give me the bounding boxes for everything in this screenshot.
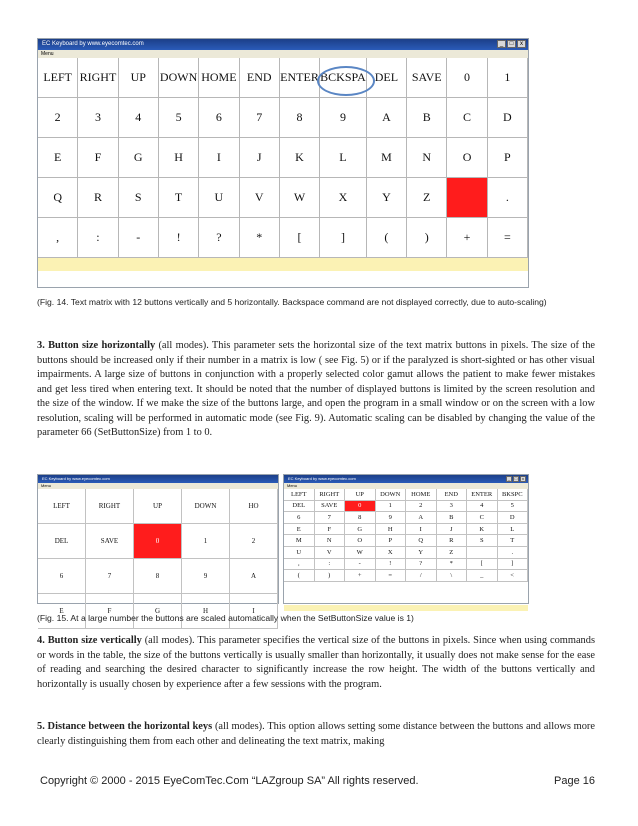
matrix-button[interactable]: END — [240, 58, 280, 98]
matrix-button[interactable]: 2 — [38, 98, 78, 138]
matrix-button[interactable]: A — [406, 512, 437, 524]
fig15a-titlebar — [38, 475, 278, 483]
matrix-button[interactable]: B — [437, 512, 468, 524]
matrix-button[interactable]: 8 — [345, 512, 376, 524]
matrix-button[interactable]: H — [376, 524, 407, 536]
fig14-menubar — [38, 50, 528, 58]
fig14-keyboard-screenshot — [37, 38, 529, 288]
matrix-button[interactable]: F — [86, 594, 134, 629]
matrix-button[interactable]: 5 — [498, 501, 529, 513]
matrix-button[interactable]: I — [199, 138, 239, 178]
maximize-icon: □ — [507, 40, 516, 48]
matrix-button[interactable]: ENTER — [280, 58, 320, 98]
matrix-button[interactable]: Y — [367, 178, 407, 218]
matrix-button[interactable]: 7 — [315, 512, 346, 524]
matrix-button[interactable]: . — [498, 547, 529, 559]
maximize-icon: □ — [514, 476, 518, 481]
matrix-button[interactable]: V — [315, 547, 346, 559]
matrix-button[interactable]: 9 — [376, 512, 407, 524]
matrix-button[interactable]: = — [488, 218, 528, 258]
matrix-button[interactable]: + — [447, 218, 487, 258]
matrix-button[interactable]: I — [406, 524, 437, 536]
matrix-button[interactable]: H — [159, 138, 199, 178]
matrix-button[interactable]: ( — [284, 570, 315, 582]
matrix-button[interactable]: ? — [199, 218, 239, 258]
matrix-button[interactable]: DEL — [367, 58, 407, 98]
matrix-button[interactable]: 4 — [119, 98, 159, 138]
matrix-button[interactable]: C — [447, 98, 487, 138]
matrix-button[interactable]: LEFT — [284, 489, 315, 501]
matrix-button[interactable]: / — [406, 570, 437, 582]
matrix-button[interactable]: L — [320, 138, 367, 178]
matrix-button[interactable]: SAVE — [86, 524, 134, 559]
matrix-button[interactable]: = — [376, 570, 407, 582]
matrix-button[interactable]: P — [488, 138, 528, 178]
matrix-button[interactable]: SAVE — [407, 58, 447, 98]
matrix-button[interactable]: N — [315, 535, 346, 547]
matrix-button[interactable]: 7 — [86, 559, 134, 594]
matrix-button[interactable]: M — [284, 535, 315, 547]
matrix-button[interactable]: T — [159, 178, 199, 218]
matrix-button[interactable]: N — [407, 138, 447, 178]
matrix-button[interactable]: * — [437, 559, 468, 571]
matrix-button[interactable]: [ — [280, 218, 320, 258]
matrix-button[interactable]: : — [78, 218, 118, 258]
matrix-button[interactable]: 2 — [406, 501, 437, 513]
fig15b-titlebar — [284, 475, 528, 483]
matrix-button[interactable]: UP — [134, 489, 182, 524]
matrix-button[interactable]: D — [498, 512, 529, 524]
matrix-button[interactable]: G — [345, 524, 376, 536]
matrix-button[interactable]: 6 — [199, 98, 239, 138]
matrix-button[interactable]: ] — [498, 559, 529, 571]
matrix-button[interactable]: 6 — [38, 559, 86, 594]
fig14-titlebar — [38, 39, 528, 50]
fig15b-button-matrix — [284, 489, 528, 605]
matrix-button[interactable]: K — [467, 524, 498, 536]
matrix-button[interactable]: SAVE — [315, 501, 346, 513]
matrix-button[interactable]: HO — [230, 489, 278, 524]
fig15b-text-input-strip — [284, 605, 528, 611]
matrix-button[interactable]: G — [134, 594, 182, 629]
paragraph-button-size-horizontally — [37, 339, 595, 441]
matrix-button[interactable]: 7 — [240, 98, 280, 138]
p5-heading: 5. Distance between the horizontal keys — [37, 721, 213, 732]
matrix-button[interactable]: 8 — [280, 98, 320, 138]
fig14-text-input-strip — [38, 258, 528, 271]
matrix-button[interactable]: X — [320, 178, 367, 218]
matrix-button[interactable]: 0 — [345, 501, 376, 513]
matrix-button[interactable]: * — [240, 218, 280, 258]
matrix-button[interactable]: < — [498, 570, 529, 582]
fig15b-menu-label: Menu — [287, 483, 298, 488]
matrix-button[interactable]: Z — [407, 178, 447, 218]
matrix-button[interactable]: 8 — [134, 559, 182, 594]
paragraph-distance-horizontal-keys — [37, 720, 595, 749]
close-icon: x — [522, 476, 524, 481]
matrix-button[interactable]: P — [376, 535, 407, 547]
matrix-button[interactable]: 2 — [230, 524, 278, 559]
backspace-highlight-circle — [317, 66, 375, 96]
matrix-button[interactable]: A — [367, 98, 407, 138]
matrix-button[interactable]: F — [315, 524, 346, 536]
p3-heading: 3. Button size horizontally — [37, 340, 156, 351]
minimize-icon: _ — [497, 40, 506, 48]
matrix-button[interactable]: F — [78, 138, 118, 178]
close-icon: x — [517, 40, 526, 48]
footer-copyright: Copyright © 2000 - 2015 EyeComTec.Com “LAZgroup SA” All rights reserved. — [40, 775, 419, 787]
matrix-button[interactable]: RIGHT — [315, 489, 346, 501]
matrix-button[interactable]: DEL — [284, 501, 315, 513]
matrix-button[interactable]: T — [498, 535, 529, 547]
matrix-button[interactable]: V — [240, 178, 280, 218]
matrix-button[interactable]: ( — [367, 218, 407, 258]
matrix-button[interactable]: I — [230, 594, 278, 629]
p4-body: (all modes). This parameter specifies the vertical size of the buttons in pixels. Since when using commands or words in the table, the size of the buttons vertically is usually smaller than horizontally, it usually does not make sense for the ease of reading and searching the desired character to significantly increase the row height. The width of the buttons vertically and horizontally is usually chosen by experience after a few sessions with the program. — [37, 635, 595, 690]
matrix-button[interactable]: Z — [437, 547, 468, 559]
matrix-button[interactable]: 1 — [182, 524, 230, 559]
matrix-button[interactable]: : — [315, 559, 346, 571]
matrix-button[interactable]: D — [488, 98, 528, 138]
matrix-button[interactable]: LEFT — [38, 58, 78, 98]
p3-body: (all modes). This parameter sets the horizontal size of the text matrix buttons in pixels. The size of the buttons should be increased only if their number in a matrix is low ( see Fig. 5) or if the paralyzed is short-sighted or has other visual impairments. A large size of buttons in conjunction with a properly selected color gamut allows the patient to make fewer mistakes and get less tired when entering text. It should be noted that the number of displayed buttons is limited by the screen resolution and the size of the window. If we make the size of the buttons large, and open the program in a small window or on the screen with a low resolution, scaling will be performed in automatic mode (see Fig. 9). Automatic scaling can be disabled by changing the value of the parameter 66 (SetButtonSize) from 1 to 0. — [37, 340, 595, 438]
matrix-button[interactable]: . — [488, 178, 528, 218]
matrix-button[interactable]: 3 — [78, 98, 118, 138]
matrix-button[interactable]: ENTER — [467, 489, 498, 501]
matrix-button[interactable]: E — [284, 524, 315, 536]
fig14-button-matrix — [38, 58, 528, 258]
matrix-button[interactable]: _ — [467, 570, 498, 582]
matrix-button[interactable]: W — [345, 547, 376, 559]
matrix-button[interactable]: RIGHT — [78, 58, 118, 98]
matrix-button[interactable]: DOWN — [159, 58, 199, 98]
matrix-button[interactable]: ) — [315, 570, 346, 582]
matrix-button[interactable]: [ — [467, 559, 498, 571]
matrix-button[interactable]: HOME — [199, 58, 239, 98]
matrix-button[interactable] — [447, 178, 487, 218]
fig15b-window-title: EC Keyboard by www.eyecomtec.com — [288, 476, 356, 481]
matrix-button[interactable]: DOWN — [376, 489, 407, 501]
matrix-button[interactable]: R — [78, 178, 118, 218]
minimize-icon: _ — [507, 476, 511, 481]
matrix-button[interactable]: 9 — [182, 559, 230, 594]
p4-heading: 4. Button size vertically — [37, 635, 142, 646]
paragraph-button-size-vertically — [37, 634, 595, 692]
fig15a-window-title: EC Keyboard by www.eyecomtec.com — [42, 476, 110, 481]
matrix-button[interactable]: S — [467, 535, 498, 547]
fig15-large-buttons-screenshot — [37, 474, 279, 615]
matrix-button[interactable]: END — [437, 489, 468, 501]
matrix-button[interactable]: C — [467, 512, 498, 524]
matrix-button[interactable]: BKSPC — [498, 489, 529, 501]
matrix-button[interactable]: L — [498, 524, 529, 536]
matrix-button[interactable]: E — [38, 138, 78, 178]
matrix-button[interactable]: 1 — [376, 501, 407, 513]
fig15a-button-matrix — [38, 489, 278, 629]
matrix-button[interactable]: U — [284, 547, 315, 559]
matrix-button[interactable]: O — [345, 535, 376, 547]
matrix-button[interactable]: S — [119, 178, 159, 218]
p5-body: (all modes). This option allows setting some distance between the buttons and allows more clearly distinguishing them from each other and delineating the text matrix, making — [37, 721, 595, 747]
matrix-button[interactable]: 6 — [284, 512, 315, 524]
matrix-button[interactable]: Y — [406, 547, 437, 559]
matrix-button[interactable]: W — [280, 178, 320, 218]
fig15-caption: (Fig. 15. At a large number the buttons are scaled automatically when the SetButtonSize value is 1) — [37, 613, 414, 623]
matrix-button[interactable]: 4 — [467, 501, 498, 513]
matrix-button[interactable]: BCKSPA — [320, 58, 367, 98]
matrix-button[interactable]: 9 — [320, 98, 367, 138]
fig14-menu-label: Menu — [41, 51, 54, 57]
matrix-button[interactable]: J — [437, 524, 468, 536]
matrix-button[interactable]: RIGHT — [86, 489, 134, 524]
matrix-button[interactable]: Q — [406, 535, 437, 547]
footer-page-number: Page 16 — [554, 775, 595, 787]
matrix-button[interactable]: UP — [345, 489, 376, 501]
matrix-button[interactable]: - — [345, 559, 376, 571]
matrix-button[interactable]: 0 — [447, 58, 487, 98]
matrix-button[interactable]: G — [119, 138, 159, 178]
matrix-button[interactable]: + — [345, 570, 376, 582]
matrix-button[interactable]: \ — [437, 570, 468, 582]
matrix-button[interactable]: U — [199, 178, 239, 218]
matrix-button[interactable]: H — [182, 594, 230, 629]
matrix-button[interactable]: 1 — [488, 58, 528, 98]
matrix-button[interactable]: B — [407, 98, 447, 138]
matrix-button[interactable]: ) — [407, 218, 447, 258]
matrix-button[interactable]: HOME — [406, 489, 437, 501]
matrix-button[interactable]: K — [280, 138, 320, 178]
matrix-button[interactable]: R — [437, 535, 468, 547]
matrix-button[interactable]: J — [240, 138, 280, 178]
matrix-button[interactable]: , — [38, 218, 78, 258]
matrix-button[interactable]: - — [119, 218, 159, 258]
matrix-button[interactable]: E — [38, 594, 86, 629]
matrix-button[interactable]: ] — [320, 218, 367, 258]
matrix-button[interactable]: Q — [38, 178, 78, 218]
matrix-button[interactable]: LEFT — [38, 489, 86, 524]
matrix-button[interactable] — [467, 547, 498, 559]
matrix-button[interactable]: O — [447, 138, 487, 178]
matrix-button[interactable]: 0 — [134, 524, 182, 559]
matrix-button[interactable]: , — [284, 559, 315, 571]
fig14-window-title: EC Keyboard by www.eyecomtec.com — [42, 41, 144, 47]
matrix-button[interactable]: DEL — [38, 524, 86, 559]
matrix-button[interactable]: 5 — [159, 98, 199, 138]
matrix-button[interactable]: ? — [406, 559, 437, 571]
matrix-button[interactable]: X — [376, 547, 407, 559]
matrix-button[interactable]: M — [367, 138, 407, 178]
fig15-scaled-buttons-screenshot — [283, 474, 529, 604]
matrix-button[interactable]: A — [230, 559, 278, 594]
matrix-button[interactable]: ! — [159, 218, 199, 258]
fig15a-menu-label: Menu — [41, 483, 52, 488]
fig14-caption: (Fig. 14. Text matrix with 12 buttons vertically and 5 horizontally. Backspace command are not displayed correctly, due to auto-scaling) — [37, 297, 547, 307]
matrix-button[interactable]: 3 — [437, 501, 468, 513]
matrix-button[interactable]: UP — [119, 58, 159, 98]
matrix-button[interactable]: DOWN — [182, 489, 230, 524]
matrix-button[interactable]: ! — [376, 559, 407, 571]
